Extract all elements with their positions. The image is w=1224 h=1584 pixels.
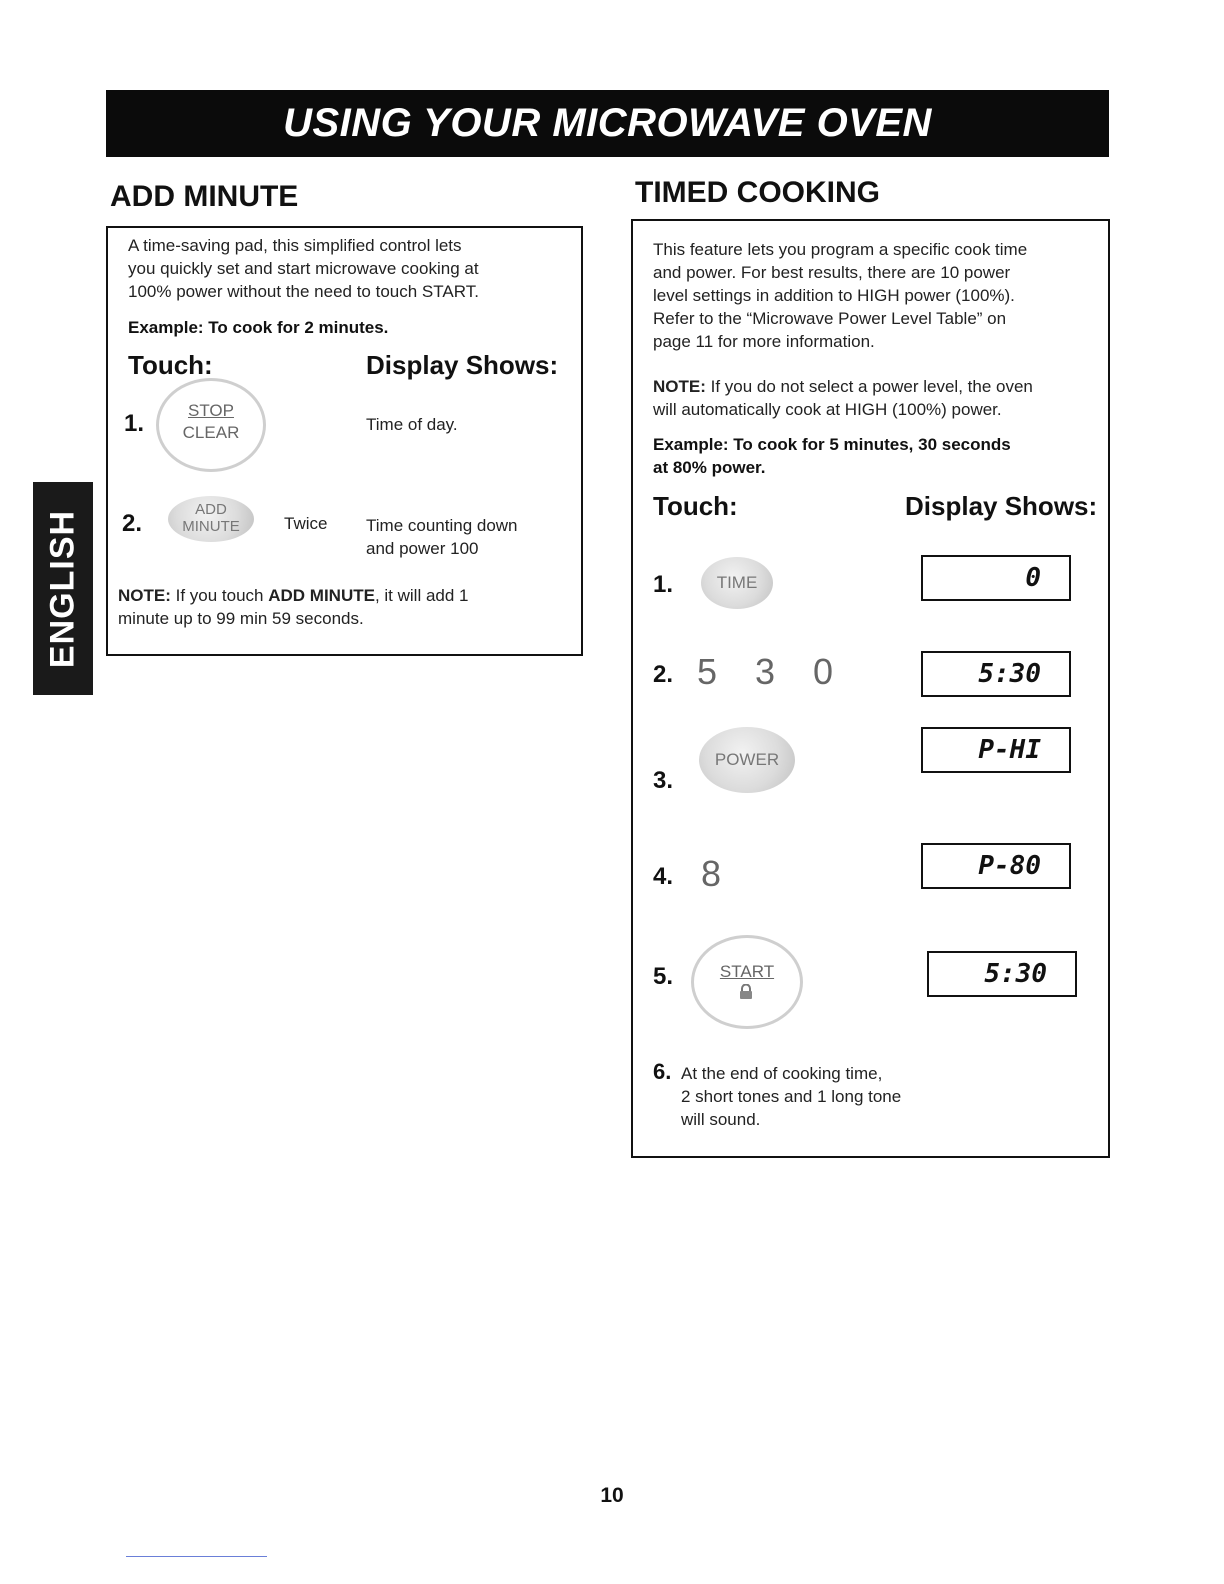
step-number: 2.	[122, 510, 143, 537]
lcd-display: 5:30	[927, 951, 1077, 997]
step-display	[366, 514, 518, 560]
touch-heading: Touch:	[653, 491, 738, 521]
display-line: and power 100	[366, 539, 479, 558]
step-number: 5.	[653, 963, 674, 990]
note-text: , it will add 1	[374, 586, 469, 605]
step-number: 4.	[653, 863, 674, 890]
stop-clear-pad[interactable]	[156, 378, 266, 472]
number-pads[interactable]: 5 3 0	[697, 651, 840, 692]
start-pad[interactable]	[691, 935, 803, 1029]
intro-line: you quickly set and start microwave cooking at	[128, 259, 479, 278]
lcd-display: 5:30	[921, 651, 1071, 697]
lcd-display: 0	[921, 555, 1071, 601]
intro-line: and power. For best results, there are 10 power	[653, 263, 1011, 282]
lock-icon	[739, 984, 753, 1000]
example-line: Example: To cook for 5 minutes, 30 seconds	[653, 435, 1011, 454]
intro-line: Refer to the “Microwave Power Level Table” on	[653, 309, 1007, 328]
power-pad[interactable]: POWER	[699, 727, 795, 793]
step-number: 2.	[653, 661, 674, 688]
timed-cooking-title: TIMED COOKING	[635, 176, 880, 209]
step-number: 3.	[653, 767, 674, 794]
display-shows-heading: Display Shows:	[366, 350, 559, 380]
note-text: If you do not select a power level, the oven	[705, 377, 1033, 396]
intro-line: 100% power without the need to touch START.	[128, 282, 479, 301]
intro-line: page 11 for more information.	[653, 332, 875, 351]
language-tab-label: ENGLISH	[43, 509, 82, 668]
footer-rule	[126, 1556, 267, 1557]
intro-line: level settings in addition to HIGH power (100%).	[653, 286, 1015, 305]
example-line: at 80% power.	[653, 458, 766, 477]
note-label: NOTE:	[118, 586, 171, 605]
final-step-line: At the end of cooking time,	[681, 1064, 883, 1083]
pad-label: STOP	[188, 401, 234, 420]
pad-label: CLEAR	[182, 423, 240, 442]
timed-cooking-panel	[631, 219, 1110, 1158]
add-minute-pad[interactable]	[168, 496, 254, 542]
step-display: Time of day.	[366, 415, 458, 434]
language-tab	[33, 482, 93, 695]
note-text: If you touch	[170, 586, 269, 605]
note-text: will automatically cook at HIGH (100%) power.	[653, 400, 1002, 419]
display-shows-heading: Display Shows:	[905, 491, 1098, 521]
intro-line: This feature lets you program a specific cook time	[653, 240, 1028, 259]
pad-label: START	[719, 962, 775, 981]
step-number: 1.	[124, 410, 145, 437]
final-step-text	[681, 1062, 1081, 1131]
final-step	[653, 1059, 1093, 1129]
timed-cooking-note	[653, 375, 1103, 421]
final-step-line: 2 short tones and 1 long tone	[681, 1087, 902, 1106]
timed-cooking-intro	[653, 238, 1103, 353]
pad-label: MINUTE	[182, 518, 240, 535]
step-number: 1.	[653, 571, 674, 598]
note-label: NOTE:	[653, 377, 706, 396]
lcd-display: P-HI	[921, 727, 1071, 773]
time-pad[interactable]: TIME	[701, 557, 773, 609]
add-minute-panel	[106, 226, 583, 656]
touch-heading: Touch:	[128, 350, 213, 380]
add-minute-note	[118, 584, 578, 630]
display-line: Time counting down	[366, 516, 518, 535]
step-number: 6.	[653, 1059, 672, 1084]
page-number: 10	[600, 1484, 624, 1507]
add-minute-title: ADD MINUTE	[110, 180, 299, 213]
note-bold: ADD MINUTE	[268, 586, 375, 605]
lcd-display: P-80	[921, 843, 1071, 889]
intro-line: A time-saving pad, this simplified control lets	[128, 236, 462, 255]
add-minute-intro	[128, 234, 568, 303]
timed-cooking-example	[653, 433, 1011, 479]
note-text: minute up to 99 min 59 seconds.	[118, 609, 364, 628]
pad-label: ADD	[195, 501, 227, 518]
number-pad-8[interactable]: 8	[701, 853, 722, 894]
twice-label: Twice	[284, 514, 328, 533]
page-banner: USING YOUR MICROWAVE OVEN	[106, 90, 1109, 157]
final-step-line: will sound.	[681, 1110, 761, 1129]
add-minute-example: Example: To cook for 2 minutes.	[128, 318, 389, 337]
